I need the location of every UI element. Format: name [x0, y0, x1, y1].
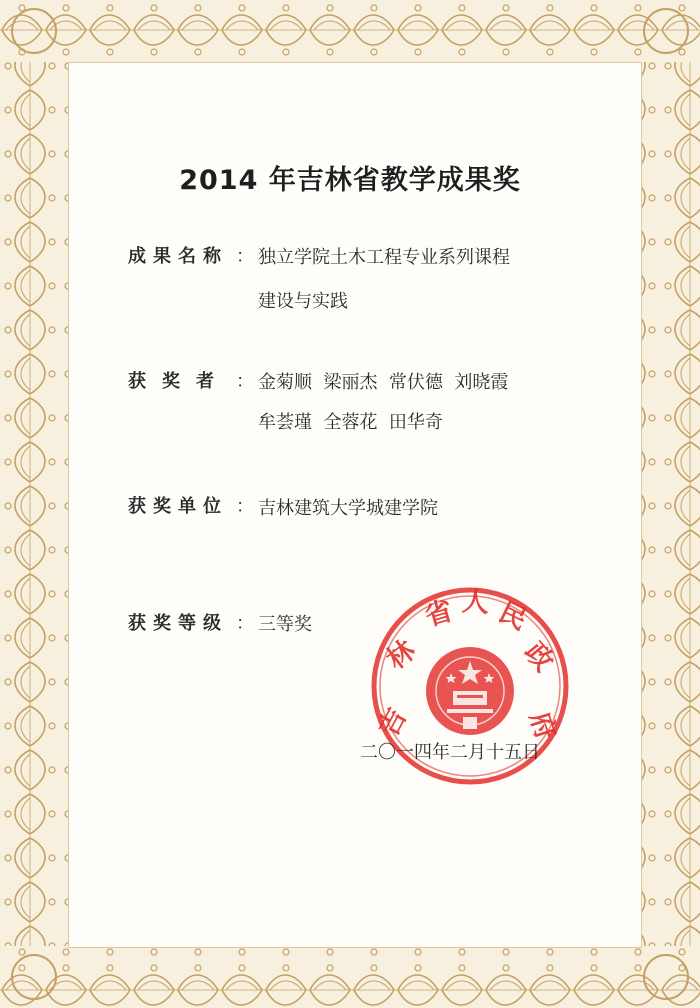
winners-value-line1: 金菊顺 梁丽杰 常伏德 刘晓霞	[258, 372, 509, 393]
seal-character: 吉	[373, 703, 414, 742]
achievement-value-line2: 建设与实践	[258, 291, 348, 312]
grade-colon: ：	[236, 613, 254, 634]
grade-label: 获奖等级	[128, 613, 228, 634]
winners-value-line2: 牟荟瑾 全蓉花 田华奇	[258, 412, 443, 433]
winners-colon: ：	[236, 371, 254, 392]
seal-character: 人	[460, 586, 490, 619]
unit-value: 吉林建筑大学城建学院	[258, 498, 438, 519]
seal-character: 政	[518, 636, 560, 678]
seal-character: 林	[380, 634, 422, 676]
certificate-title: 2014 年吉林省教学成果奖	[179, 165, 521, 196]
seal-character: 省	[421, 595, 457, 633]
achievement-label: 成果名称	[128, 246, 228, 267]
seal-character: 民	[493, 596, 532, 637]
achievement-colon: ：	[236, 246, 254, 267]
national-emblem-icon	[426, 647, 514, 735]
achievement-value-line1: 独立学院土木工程专业系列课程	[258, 247, 510, 268]
unit-label: 获奖单位	[128, 496, 228, 517]
unit-colon: ：	[236, 496, 254, 517]
winners-label: 获奖者	[128, 371, 230, 392]
seal-character: 府	[523, 708, 562, 744]
issue-date: 二〇一四年二月十五日	[360, 742, 540, 763]
grade-value: 三等奖	[258, 614, 312, 635]
